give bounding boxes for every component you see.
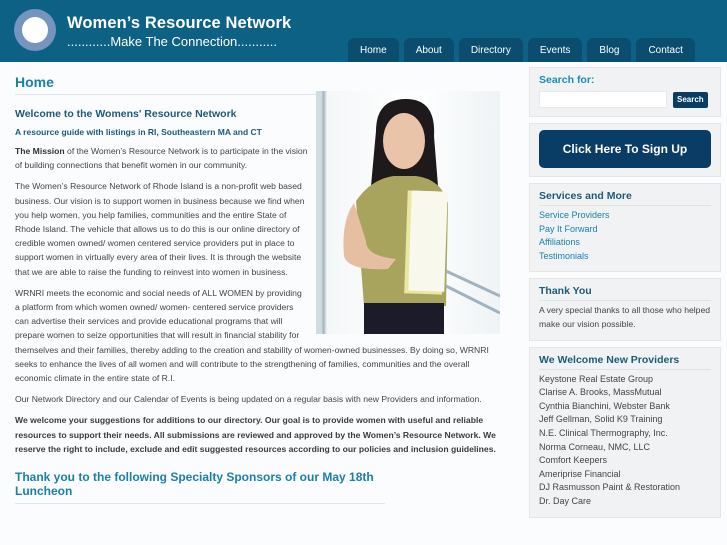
directory-update-paragraph: Our Network Directory and our Calendar of Events is being updated on a regular basis with new Providers and information. [15, 394, 482, 405]
link-affiliations[interactable]: Affiliations [539, 237, 580, 248]
thank-you-title: Thank You [539, 285, 711, 301]
provider-item: N.E. Clinical Thermography, Inc. [539, 427, 668, 438]
provider-item: Clarise A. Brooks, MassMutual [539, 387, 662, 398]
provider-item: Norma Corneau, NMC, LLC [539, 441, 651, 452]
services-box [529, 183, 721, 272]
welcome-heading: Welcome to the Womens' Resource Network [15, 108, 237, 120]
search-button[interactable]: Search [673, 92, 708, 108]
search-box [529, 67, 721, 117]
nav-home[interactable]: Home [348, 38, 399, 62]
site-tagline: ............Make The Connection........... [67, 34, 278, 49]
provider-item: Jeff Gellman, Solid K9 Training [539, 414, 663, 425]
nav-directory[interactable]: Directory [459, 38, 523, 62]
sponsors-heading: Thank you to the following Specialty Sponsors of our May 18th Luncheon [15, 470, 385, 504]
provider-item: Keystone Real Estate Group [539, 373, 654, 384]
logo-icon[interactable] [14, 9, 56, 51]
main-nav [348, 38, 695, 62]
signup-box [529, 123, 721, 177]
nav-events[interactable]: Events [528, 38, 583, 62]
mission-text: of the Women’s Resource Network is to participate in the vision of building connections that benefit women in our community. [15, 146, 308, 171]
about-paragraph: The Women’s Resource Network of Rhode Island is a non-profit web based business. Our vision is to support women in business because we find when you help women, you help families, communities and the entire State of Rhode Island. The vehicle that allows us to do this is our online directory of credible women owned/ women centered service providers put in place to support women in virtually every area of their lives. It is through the website that we are able to raise the funding to reinvest into women in business. [15, 181, 305, 277]
search-label: Search for: [539, 74, 595, 86]
providers-title: We Welcome New Providers [539, 354, 711, 370]
site-header [0, 0, 727, 62]
link-pay-it-forward[interactable]: Pay It Forward [539, 223, 598, 234]
thank-you-box [529, 278, 721, 340]
thank-you-text: A very special thanks to all those who helped make our vision possible. [539, 305, 711, 329]
sidebar [529, 62, 721, 518]
provider-item: Dr. Day Care [539, 495, 592, 506]
page-body [0, 62, 727, 545]
provider-item: Cynthia Bianchini, Webster Bank [539, 400, 670, 411]
providers-box [529, 347, 721, 518]
subheading: A resource guide with listings in RI, Southeastern MA and CT [15, 127, 262, 137]
nav-blog[interactable]: Blog [587, 38, 631, 62]
page-title: Home [15, 74, 500, 95]
link-service-providers[interactable]: Service Providers [539, 210, 610, 220]
nav-about[interactable]: About [404, 38, 454, 62]
mission-lead: The Mission [15, 146, 65, 156]
wrnri-paragraph: WRNRI meets the economic and social needs of ALL WOMEN by providing a platform from which women owned/ women- centered service providers can advertise their services and provide educational programs that will prepare women to seize opportunities that will result in financial stability for themselves and their families, thereby adding to the creation and stability of women-owned businesses. By doing so, WRNRI seeks to enhance the lives of all women and will contribute to the strengthening of families, communities and the overall economic climate in the entire state of R.I. [15, 287, 489, 384]
provider-item: DJ Rasmusson Paint & Restoration [539, 482, 681, 493]
provider-item: Comfort Keepers [539, 455, 608, 466]
woman-photo-illustration [316, 91, 500, 334]
site-title[interactable]: Women’s Resource Network [67, 14, 292, 32]
nav-contact[interactable]: Contact [636, 38, 694, 62]
search-input[interactable] [539, 91, 667, 108]
provider-item: Ameriprise Financial [539, 468, 621, 479]
woman-photo [316, 91, 500, 334]
services-title: Services and More [539, 190, 711, 206]
link-testimonials[interactable]: Testimonials [539, 250, 589, 261]
suggestions-paragraph: We welcome your suggestions for additions to our directory. Our goal is to provide women with useful and reliable resources to support their needs. All submissions are reviewed and approved by the Women’s Resource Network. We reserve the right to include, exclude and edit suggested resources according to our policies and inclusion guidelines. [15, 415, 496, 454]
main-content [15, 62, 500, 504]
signup-button[interactable]: Click Here To Sign Up [539, 130, 711, 168]
